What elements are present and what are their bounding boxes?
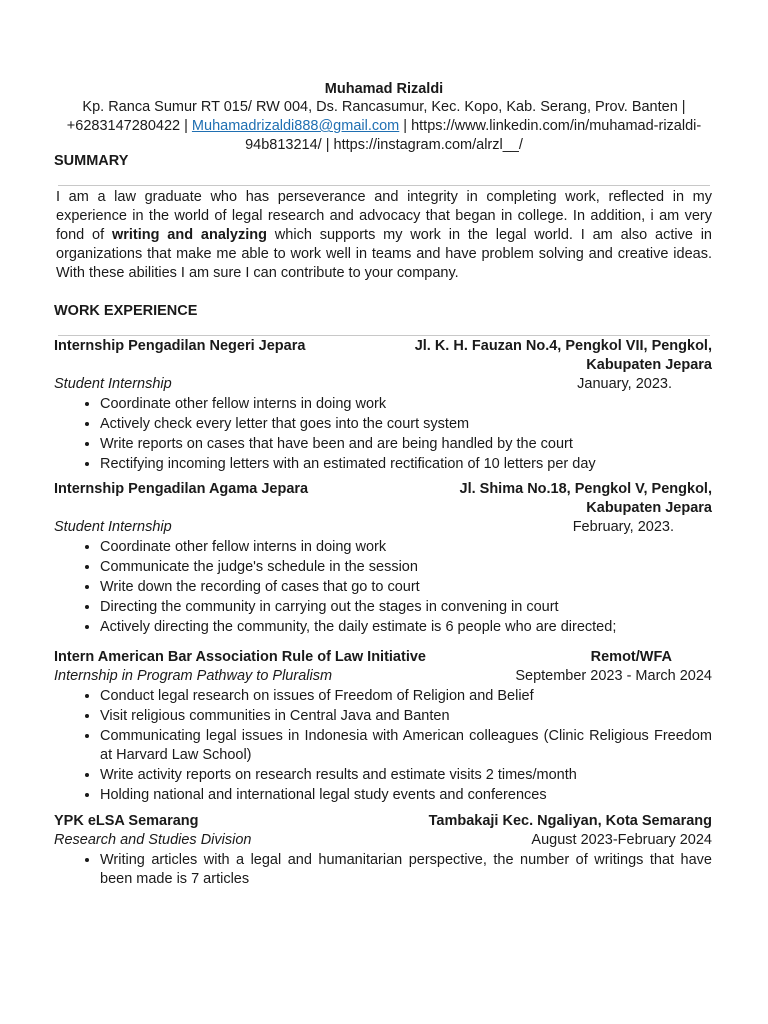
list-item: • Write reports on cases that have been and are being handled by the court (100, 434, 712, 454)
job-location-line2: Kabupaten Jepara (586, 500, 712, 516)
resume-header (40, 80, 728, 155)
list-item: • Communicating legal issues in Indonesia with American colleagues (Clinic Religious Freedom at Harvard Law School) (100, 726, 712, 765)
contact-line-1 (40, 98, 728, 117)
summary-text: I am a law graduate who has perseverance and integrity in completing work, reflected in my experience in the world of legal research and advocacy that began in college. In addition, i am very fond of writing and analyzing which supports my work in the legal world. I am also active in organizations that make me able to work well in teams and have problem solving and creative ideas. With these abilities I am sure I can contribute to your company. (56, 189, 712, 281)
work-experience-heading: WORK EXPERIENCE (54, 303, 198, 319)
job-entry (54, 812, 712, 889)
summary-bold-phrase: writing and analyzing (111, 227, 267, 243)
job-location: Tambakaji Kec. Ngaliyan, Kota Semarang (428, 813, 712, 829)
job-date: February, 2023. (572, 519, 674, 535)
list-item: • Communicate the judge's schedule in the session (100, 557, 712, 577)
job-location: Jl. Shima No.18, Pengkol V, Pengkol, (459, 481, 712, 497)
list-item: • Directing the community in carrying out the stages in convening in court (100, 597, 712, 617)
job-bullets (54, 686, 712, 805)
list-item: • Write down the recording of cases that go to court (100, 577, 712, 597)
job-org: Internship Pengadilan Agama Jepara (54, 481, 309, 497)
list-item: • Write activity reports on research results and estimate visits 2 times/month (100, 765, 712, 785)
summary-heading: SUMMARY (54, 153, 129, 169)
job-role: Student Internship (54, 376, 172, 392)
linkedin-link[interactable]: | https://www.linkedin.com/in/muhamad-rizaldi-94b813214/ (245, 118, 702, 153)
job-date: January, 2023. (577, 376, 672, 392)
list-item: • Writing articles with a legal and humanitarian perspective, the number of writings that have been made is 7 articles (100, 850, 712, 889)
instagram-link[interactable]: | https://instagram.com/alrzl__/ (325, 137, 523, 153)
list-item: • Visit religious communities in Central Java and Banten (100, 706, 712, 726)
email-link[interactable]: Muhamadrizaldi888@gmail.com (191, 118, 400, 134)
job-location: Remot/WFA (590, 649, 672, 665)
job-location: Jl. K. H. Fauzan No.4, Pengkol VII, Pengkol, (414, 338, 712, 354)
summary-divider (58, 185, 710, 186)
job-date: September 2023 - March 2024 (515, 668, 712, 684)
job-role: Internship in Program Pathway to Pluralism (54, 668, 333, 684)
contact-line-2 (40, 117, 728, 155)
work-experience-divider (58, 335, 710, 336)
job-org: Intern American Bar Association Rule of Law Initiative (54, 649, 426, 665)
job-entry (54, 337, 712, 474)
job-org: YPK eLSA Semarang (54, 813, 199, 829)
job-bullets (54, 850, 712, 889)
job-org: Internship Pengadilan Negeri Jepara (54, 338, 306, 354)
phone: +6283147280422 | (66, 118, 188, 134)
job-bullets (54, 394, 712, 474)
job-role: Research and Studies Division (54, 832, 252, 848)
job-date: August 2023-February 2024 (531, 832, 712, 848)
list-item: • Actively check every letter that goes into the court system (100, 414, 712, 434)
list-item: • Coordinate other fellow interns in doing work (100, 394, 712, 414)
address: Kp. Ranca Sumur RT 015/ RW 004, Ds. Rancasumur, Kec. Kopo, Kab. Serang, Prov. Banten | (82, 99, 686, 115)
list-item: • Holding national and international legal study events and conferences (100, 785, 712, 805)
job-entry (54, 648, 712, 805)
job-location-line2: Kabupaten Jepara (586, 357, 712, 373)
list-item: • Coordinate other fellow interns in doing work (100, 537, 712, 557)
job-bullets (54, 537, 712, 637)
job-entry (54, 480, 712, 637)
applicant-name: Muhamad Rizaldi (324, 81, 444, 97)
job-role: Student Internship (54, 519, 172, 535)
list-item: • Conduct legal research on issues of Freedom of Religion and Belief (100, 686, 712, 706)
list-item: • Actively directing the community, the daily estimate is 6 people who are directed; (100, 617, 712, 637)
list-item: • Rectifying incoming letters with an estimated rectification of 10 letters per day (100, 454, 712, 474)
